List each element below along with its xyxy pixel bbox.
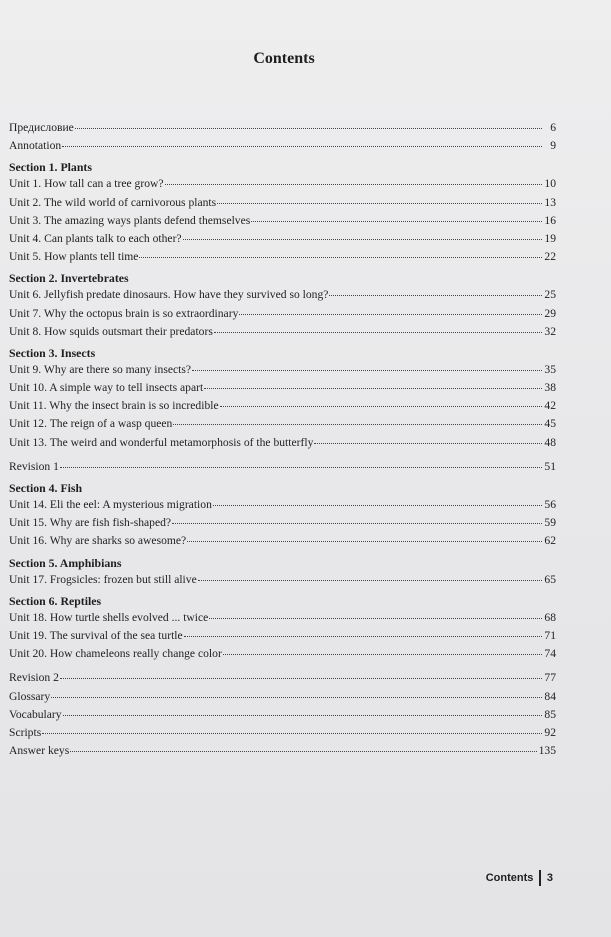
toc-entry xyxy=(9,137,556,155)
page-number: 3 xyxy=(546,872,553,884)
toc-entry-page: 42 xyxy=(544,399,556,413)
toc-entry xyxy=(9,706,556,724)
dot-leader xyxy=(51,696,542,698)
toc-entry-page: 56 xyxy=(544,498,556,511)
toc-entry xyxy=(9,458,556,476)
dot-leader xyxy=(329,294,542,296)
toc-entry-title: Unit 11. Why the insect brain is so incredible xyxy=(9,399,219,413)
toc-entry-title: Unit 20. How chameleons really change color xyxy=(9,647,222,661)
dot-leader xyxy=(314,442,542,444)
toc-entry xyxy=(9,194,556,212)
toc-entry-title: Предисловие xyxy=(9,121,74,134)
toc-entry-title: Unit 12. The reign of a wasp queen xyxy=(9,417,173,431)
section-heading: Section 4. Fish xyxy=(9,481,83,495)
toc-entry-title: Unit 4. Can plants talk to each other? xyxy=(9,231,182,245)
toc-entry xyxy=(9,669,556,687)
toc-entry xyxy=(9,627,556,645)
dot-leader xyxy=(214,331,542,333)
toc-entry-title: Annotation xyxy=(9,139,62,153)
toc-entry-title: Unit 1. How tall can a tree grow? xyxy=(9,177,164,191)
toc-entry-title: Unit 17. Frogsicles: frozen but still alive xyxy=(9,572,197,586)
toc-entry-page: 68 xyxy=(544,610,556,624)
toc-entry-title: Revision 2 xyxy=(9,671,59,685)
toc-entry xyxy=(9,645,556,663)
dot-leader xyxy=(139,256,542,258)
toc-entry-page: 74 xyxy=(544,647,556,661)
dot-leader xyxy=(220,405,542,407)
dot-leader xyxy=(62,145,542,147)
toc-entry-page: 13 xyxy=(544,195,556,209)
table-of-contents xyxy=(9,119,556,760)
dot-leader xyxy=(217,202,542,204)
footer-label: Contents xyxy=(485,872,534,884)
toc-entry-title: Unit 14. Eli the eel: A mysterious migration xyxy=(9,498,212,511)
toc-entry-page: 22 xyxy=(544,250,556,264)
toc-entry-page: 32 xyxy=(544,324,556,338)
toc-entry xyxy=(9,609,556,627)
dot-leader xyxy=(172,522,542,524)
toc-entry-page: 38 xyxy=(544,381,556,395)
dot-leader xyxy=(75,127,542,129)
toc-entry xyxy=(9,571,556,589)
toc-entry xyxy=(9,286,556,304)
toc-entry xyxy=(9,323,556,341)
toc-entry xyxy=(9,724,556,742)
toc-entry-title: Unit 8. How squids outsmart their predators xyxy=(9,324,213,338)
toc-entry xyxy=(9,119,556,137)
dot-leader xyxy=(60,677,542,679)
toc-entry-title: Scripts xyxy=(9,725,42,739)
toc-entry xyxy=(9,532,556,550)
toc-entry xyxy=(9,212,556,230)
toc-entry-title: Vocabulary xyxy=(9,707,62,721)
toc-entry xyxy=(9,379,556,397)
toc-entry-title: Unit 5. How plants tell time xyxy=(9,250,139,264)
toc-entry xyxy=(9,514,556,532)
toc-entry-page: 71 xyxy=(544,628,556,642)
toc-entry xyxy=(9,742,556,760)
toc-entry xyxy=(9,305,556,323)
dot-leader xyxy=(165,183,542,185)
toc-entry-page: 59 xyxy=(544,516,556,530)
dot-leader xyxy=(70,750,536,752)
toc-entry xyxy=(9,415,556,433)
toc-entry-title: Unit 13. The weird and wonderful metamorphosis of the butterfly xyxy=(9,435,314,449)
dot-leader xyxy=(184,635,542,637)
toc-entry-page: 19 xyxy=(544,231,556,245)
section-heading: Section 3. Insects xyxy=(9,345,96,360)
toc-entry-title: Unit 18. How turtle shells evolved ... twice xyxy=(9,610,209,624)
toc-entry xyxy=(9,496,556,514)
toc-entry-title: Unit 6. Jellyfish predate dinosaurs. How have they survived so long? xyxy=(9,288,329,302)
section-heading: Section 2. Invertebrates xyxy=(9,271,129,286)
toc-entry-page: 77 xyxy=(544,671,556,685)
toc-entry xyxy=(9,248,556,266)
toc-entry-page: 65 xyxy=(544,572,556,586)
section-heading: Section 6. Reptiles xyxy=(9,593,102,608)
toc-entry xyxy=(9,434,556,452)
toc-entry-page: 25 xyxy=(544,288,556,302)
toc-entry-title: Unit 15. Why are fish fish-shaped? xyxy=(9,516,172,530)
toc-entry-page: 16 xyxy=(544,213,556,227)
toc-entry-page: 9 xyxy=(550,139,556,153)
toc-entry-title: Unit 10. A simple way to tell insects apart xyxy=(9,381,204,395)
dot-leader xyxy=(213,504,542,506)
toc-entry-page: 35 xyxy=(544,362,556,376)
toc-entry-title: Answer keys xyxy=(9,744,70,758)
dot-leader xyxy=(192,369,542,371)
dot-leader xyxy=(187,540,542,542)
section-heading: Section 1. Plants xyxy=(9,160,92,175)
dot-leader xyxy=(42,732,542,734)
toc-entry-page: 135 xyxy=(538,744,556,758)
toc-entry-title: Glossary xyxy=(9,689,51,703)
dot-leader xyxy=(183,238,542,240)
dot-leader xyxy=(173,423,542,425)
toc-entry-title: Unit 3. The amazing ways plants defend themselves xyxy=(9,213,251,227)
dot-leader xyxy=(251,220,542,222)
toc-entry-title: Unit 2. The wild world of carnivorous plants xyxy=(9,195,217,209)
dot-leader xyxy=(60,466,542,468)
toc-entry-page: 92 xyxy=(544,725,556,739)
toc-entry-page: 62 xyxy=(544,534,556,548)
toc-entry-page: 48 xyxy=(544,435,556,449)
toc-entry xyxy=(9,361,556,379)
toc-entry-page: 85 xyxy=(544,707,556,721)
toc-entry-title: Revision 1 xyxy=(9,459,59,473)
dot-leader xyxy=(198,579,542,581)
toc-entry-title: Unit 9. Why are there so many insects? xyxy=(9,362,192,376)
dot-leader xyxy=(204,387,542,389)
dot-leader xyxy=(223,653,542,655)
dot-leader xyxy=(209,617,542,619)
toc-entry-page: 84 xyxy=(544,689,556,703)
dot-leader xyxy=(239,313,542,315)
toc-entry-page: 51 xyxy=(544,459,556,473)
toc-entry-title: Unit 19. The survival of the sea turtle xyxy=(9,628,183,642)
toc-entry xyxy=(9,688,556,706)
toc-entry-page: 45 xyxy=(544,417,556,431)
toc-entry-page: 6 xyxy=(550,121,556,134)
section-heading: Section 5. Amphibians xyxy=(9,555,122,570)
page-title: Contents xyxy=(253,50,315,67)
toc-entry xyxy=(9,175,556,193)
dot-leader xyxy=(63,714,542,716)
toc-entry-title: Unit 16. Why are sharks so awesome? xyxy=(9,534,187,548)
toc-entry-page: 10 xyxy=(544,177,556,191)
toc-entry-page: 29 xyxy=(544,306,556,320)
toc-entry-title: Unit 7. Why the octopus brain is so extraordinary xyxy=(9,306,239,320)
footer-divider xyxy=(539,870,541,886)
toc-entry xyxy=(9,397,556,415)
page-footer xyxy=(486,870,553,886)
toc-entry xyxy=(9,230,556,248)
